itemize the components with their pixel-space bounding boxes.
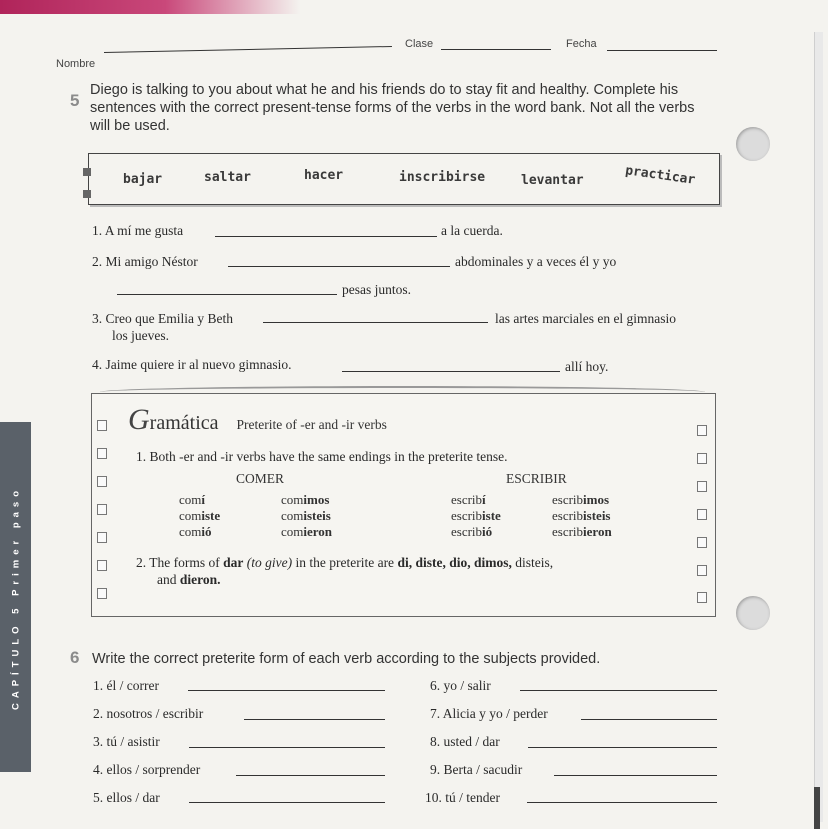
ex6-item-4: 4. ellos / sorprender (93, 762, 201, 777)
ex6-item-6: 6. yo / salir (430, 678, 491, 693)
ex6-item-10: 10. tú / tender (425, 790, 500, 805)
ex6-answer-blank-3[interactable] (189, 747, 385, 748)
ex6-item-2: 2. nosotros / escribir (93, 706, 204, 721)
notebook-square (697, 509, 707, 520)
comer-col-2: comimos comisteis comieron (281, 492, 333, 539)
exercise-5-instructions: Diego is talking to you about what he and his friends do to stay fit and healthy. Complete his sentences with the correct present-tense forms of the verbs in the word bank. Not all the verbs will be used. (90, 82, 695, 134)
clase-line[interactable] (441, 49, 551, 50)
word-bank (88, 153, 720, 205)
nombre-line[interactable] (104, 46, 392, 53)
ex6-answer-blank-1[interactable] (188, 690, 385, 691)
notebook-square (97, 560, 107, 571)
top-color-band (0, 0, 300, 14)
ex6-answer-blank-4[interactable] (236, 775, 385, 776)
word-bank-item: bajar (123, 172, 163, 187)
fecha-line[interactable] (607, 50, 717, 51)
gramatica-title: Gramática Preterite of -er and -ir verbs (128, 403, 387, 436)
ex5-item-3: 3. Creo que Emilia y Beth (92, 311, 233, 326)
ex5-answer-blank-3[interactable] (263, 322, 488, 323)
ex6-answer-blank-6[interactable] (520, 690, 717, 691)
ex5-answer-blank-1[interactable] (215, 236, 437, 237)
ex5-item-2: 2. Mi amigo Néstor (92, 254, 198, 269)
notebook-square (97, 420, 107, 431)
word-bank-item: levantar (521, 173, 584, 188)
ex5-item-4-after: allí hoy. (565, 359, 609, 374)
notebook-square (697, 537, 707, 548)
comer-heading: COMER (236, 471, 285, 486)
ex5-answer-blank-2[interactable] (228, 266, 450, 267)
ex5-item-4: 4. Jaime quiere ir al nuevo gimnasio. (92, 357, 292, 372)
ex5-item-1-after: a la cuerda. (441, 223, 503, 238)
page-edge (814, 32, 823, 822)
ex6-answer-blank-7[interactable] (581, 719, 717, 720)
word-bank-item: saltar (204, 170, 251, 185)
word-bank-item: inscribirse (399, 170, 486, 185)
ex6-item-8: 8. usted / dar (430, 734, 500, 749)
notebook-square (97, 504, 107, 515)
notebook-square (697, 453, 707, 464)
escribir-col-2: escribimos escribisteis escribieron (552, 492, 612, 539)
notebook-square (697, 592, 707, 603)
ex5-item-2-after: abdominales y a veces él y yo (455, 254, 617, 269)
ex6-item-9: 9. Berta / sacudir (430, 762, 523, 777)
binder-hole (736, 127, 770, 161)
notebook-square (97, 476, 107, 487)
notebook-square (97, 448, 107, 459)
notebook-square (97, 588, 107, 599)
escribir-col-1: escribí escribiste escribió (451, 492, 501, 539)
binder-hole (736, 596, 770, 630)
word-bank-item: practicar (624, 163, 697, 188)
notebook-square (97, 532, 107, 543)
chapter-sidebar-label: CAPÍTULO 5 Primer paso (10, 485, 22, 711)
notebook-square (697, 565, 707, 576)
exercise-6-number: 6 (70, 648, 80, 667)
ex6-item-1: 1. él / correr (93, 678, 159, 693)
nombre-label: Nombre (56, 58, 96, 70)
ex5-answer-blank-2b[interactable] (117, 294, 337, 295)
ex6-answer-blank-2[interactable] (244, 719, 385, 720)
ex5-answer-blank-4[interactable] (342, 371, 560, 372)
exercise-6-instructions: Write the correct preterite form of each verb according to the subjects provided. (92, 651, 601, 667)
gramatica-point-2: 2. The forms of dar (to give) in the preterite are di, diste, dio, dimos, disteis, (136, 555, 554, 570)
word-bank-edge-mark (83, 190, 91, 198)
ex6-item-3: 3. tú / asistir (93, 734, 160, 749)
gramatica-point-2-cont: and dieron. (157, 572, 221, 587)
ex6-answer-blank-10[interactable] (527, 802, 717, 803)
ex5-item-2-cont: pesas juntos. (342, 282, 411, 297)
ex5-item-3-cont: los jueves. (112, 328, 169, 343)
word-bank-item: hacer (304, 168, 344, 183)
ex6-answer-blank-9[interactable] (554, 775, 717, 776)
gramatica-point-1: 1. Both -er and -ir verbs have the same endings in the preterite tense. (136, 449, 508, 464)
word-bank-edge-mark (83, 168, 91, 176)
notebook-square (697, 425, 707, 436)
fecha-label: Fecha (566, 38, 597, 50)
comer-col-1: comí comiste comió (179, 492, 221, 539)
ex6-item-5: 5. ellos / dar (93, 790, 160, 805)
exercise-5-number: 5 (70, 91, 80, 110)
ex5-item-1: 1. A mí me gusta (92, 223, 184, 238)
ex5-item-3-after: las artes marciales en el gimnasio (495, 311, 677, 326)
page-edge-mark (814, 787, 820, 829)
ex6-answer-blank-5[interactable] (189, 802, 385, 803)
ex6-item-7: 7. Alicia y yo / perder (430, 706, 548, 721)
ex6-answer-blank-8[interactable] (528, 747, 717, 748)
notebook-square (697, 481, 707, 492)
gramatica-subtitle: Preterite of -er and -ir verbs (236, 417, 387, 432)
escribir-heading: ESCRIBIR (506, 471, 567, 486)
clase-label: Clase (405, 38, 434, 50)
